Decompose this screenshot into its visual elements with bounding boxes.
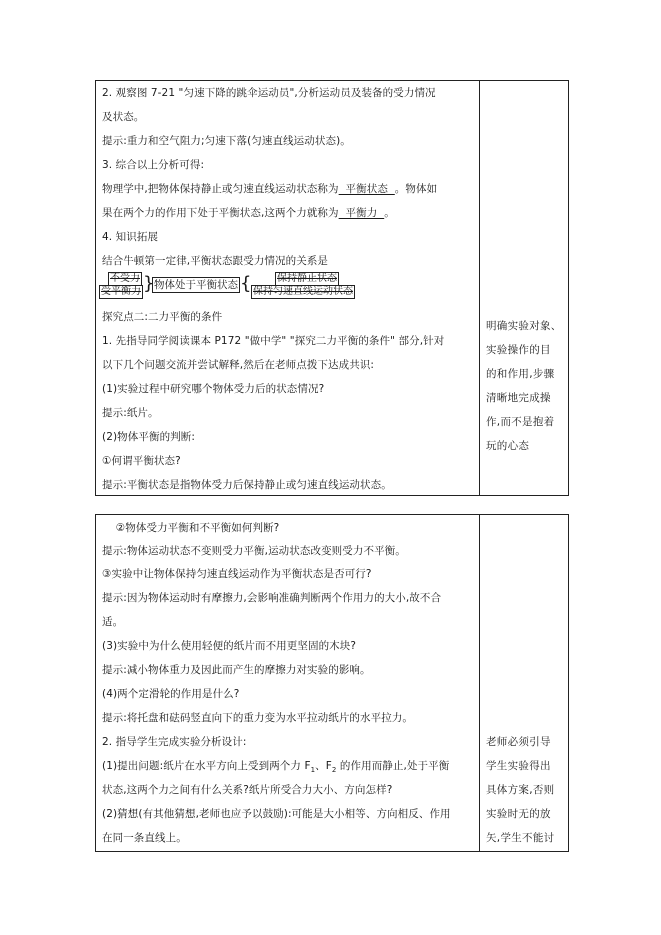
fill-blank-line xyxy=(102,182,437,196)
text-line: ③实验中让物体保持匀速直线运动作为平衡状态是否可行? xyxy=(102,568,372,580)
text-line: 4. 知识拓展 xyxy=(102,231,159,243)
text-line: (1)实验过程中研究哪个物体受力后的状态情况? xyxy=(102,383,325,395)
brace-icon: { xyxy=(240,273,252,294)
text-line: 以下几个问题交流并尝试解释,然后在老师点拨下达成共识: xyxy=(102,359,375,371)
text-line: 结合牛顿第一定律,平衡状态跟受力情况的关系是 xyxy=(102,255,329,267)
lesson-table-1 xyxy=(95,80,569,496)
text-line: 状态,这两个力之间有什么关系?纸片所受合力大小、方向怎样? xyxy=(102,784,393,796)
notes-column xyxy=(480,81,568,495)
text-line: ①何谓平衡状态? xyxy=(102,455,181,467)
text-line xyxy=(102,759,449,777)
note-line: 实验操作的目 xyxy=(486,344,551,356)
note-line: 明确实验对象、 xyxy=(486,320,562,332)
text-line: 2. 观察图 7-21 "匀速下降的跳伞运动员",分析运动员及装备的受力情况 xyxy=(102,87,436,99)
text-line: 在同一条直线上。 xyxy=(102,832,187,844)
text-segment: 物理学中,把物体保持静止或匀速直线运动状态称为 xyxy=(102,183,339,195)
text-line: ②物体受力平衡和不平衡如何判断? xyxy=(102,522,280,534)
notes-column xyxy=(480,515,568,851)
text-line: 2. 指导学生完成实验分析设计: xyxy=(102,736,247,748)
text-line: (2)物体平衡的判断: xyxy=(102,431,196,443)
text-line: 适。 xyxy=(102,616,124,628)
text-line: (2)猜想(有其他猜想,老师也应予以鼓励):可能是大小相等、方向相反、作用 xyxy=(102,808,451,820)
text-line: (4)两个定滑轮的作用是什么? xyxy=(102,688,240,700)
subscript: 2 xyxy=(331,766,337,775)
text-line: 提示:纸片。 xyxy=(102,407,159,419)
note-line: 矢,学生不能讨 xyxy=(486,832,555,844)
text-segment: (1)提出问题:纸片在水平方向上受到两个力 F xyxy=(102,760,311,772)
text-line: 1. 先指导同学阅读课本 P172 "做中学" "探究二力平衡的条件" 部分,针对 xyxy=(102,335,445,347)
note-line: 学生实验得出 xyxy=(486,760,551,772)
section-heading: 探究点二:二力平衡的条件 xyxy=(102,311,223,323)
diagram-box-no-force: 不受力 xyxy=(110,273,140,284)
text-line: 提示:平衡状态是指物体受力后保持静止或匀速直线运动状态。 xyxy=(102,479,392,491)
diagram-box-at-rest: 保持静止状态 xyxy=(277,273,337,284)
text-line: 提示:减小物体重力及因此而产生的摩擦力对实验的影响。 xyxy=(102,664,371,676)
note-line: 老师必须引导 xyxy=(486,736,551,748)
text-line: 及状态。 xyxy=(102,111,145,123)
diagram-box-balanced-state: 物体处于平衡状态 xyxy=(154,279,238,291)
note-line: 作,而不是抱着 xyxy=(486,416,555,428)
text-segment: 的作用而静止,处于平衡 xyxy=(336,760,450,772)
note-line: 清晰地完成操 xyxy=(486,392,551,404)
content-column xyxy=(96,515,480,851)
text-line: 3. 综合以上分析可得: xyxy=(102,159,205,171)
diagram-box-balanced-force: 受平衡力 xyxy=(101,286,141,297)
text-segment: 。 xyxy=(384,207,395,219)
text-line: 提示:因为物体运动时有摩擦力,会影响准确判断两个作用力的大小,故不合 xyxy=(102,592,442,604)
text-line: 提示:重力和空气阻力;匀速下落(匀速直线运动状态)。 xyxy=(102,135,351,147)
text-line: (3)实验中为什么使用轻便的纸片而不用更坚固的木块? xyxy=(102,640,357,652)
answer-blank: 平衡力 xyxy=(338,207,385,219)
text-line: 提示:将托盘和砝码竖直向下的重力变为水平拉动纸片的水平拉力。 xyxy=(102,712,414,724)
subscript: 1 xyxy=(310,766,316,775)
note-line: 玩的心态 xyxy=(486,440,530,452)
note-line: 的和作用,步骤 xyxy=(486,368,555,380)
text-segment: 、F xyxy=(315,760,332,772)
note-line: 具体方案,否则 xyxy=(486,784,555,796)
note-line: 实验时无的放 xyxy=(486,808,551,820)
diagram-box-uniform-motion: 保持匀速直线运动状态 xyxy=(253,286,353,297)
text-line: 提示:物体运动状态不变则受力平衡,运动状态改变则受力不平衡。 xyxy=(102,545,406,557)
answer-blank: 平衡状态 xyxy=(338,183,395,195)
brace-icon: } xyxy=(143,273,155,294)
text-segment: 果在两个力的作用下处于平衡状态,这两个力就称为 xyxy=(102,207,339,219)
fill-blank-line xyxy=(102,206,395,220)
content-column xyxy=(96,81,480,495)
text-segment: 。物体如 xyxy=(394,183,438,195)
lesson-table-2 xyxy=(95,514,569,852)
